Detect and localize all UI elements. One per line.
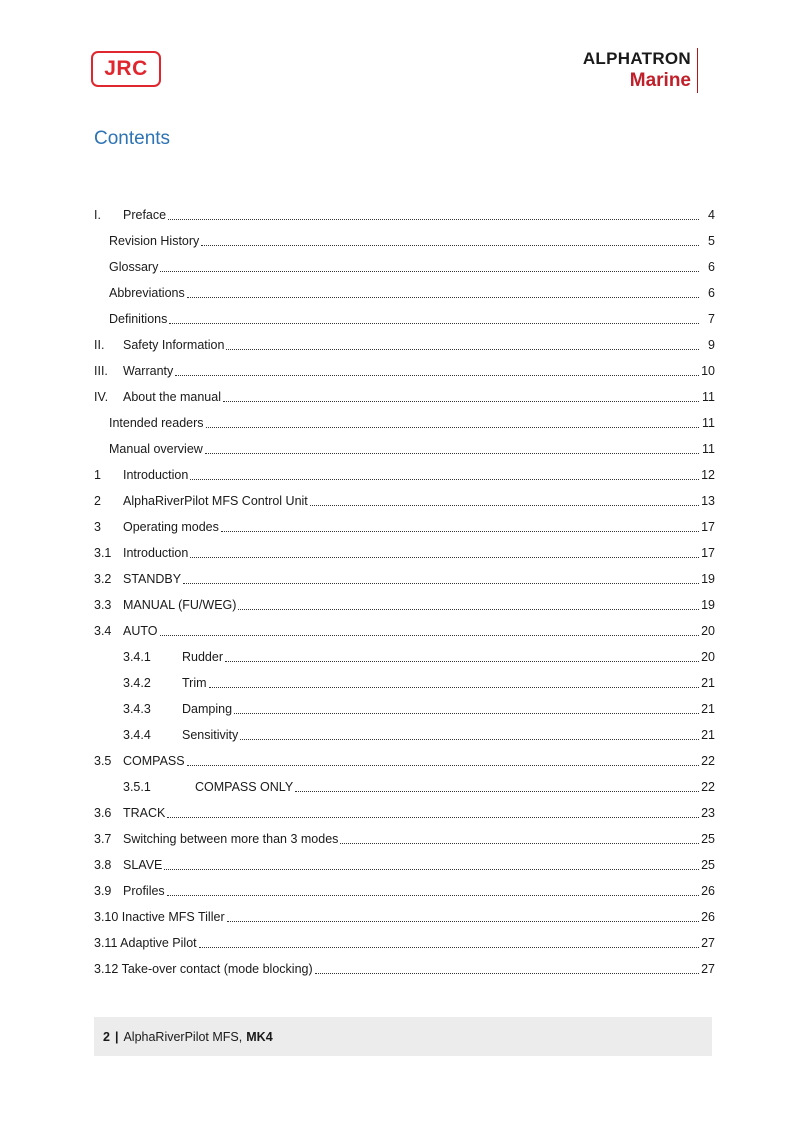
toc-entry-page: 26 bbox=[701, 884, 715, 898]
toc-entry-page: 22 bbox=[701, 754, 715, 768]
toc-entry-number: 3.2 bbox=[94, 572, 112, 586]
toc-entry-title: Introduction bbox=[123, 546, 189, 560]
toc-entry-title: STANDBY bbox=[123, 572, 182, 586]
toc-entry[interactable] bbox=[94, 800, 715, 826]
toc-dot-leader bbox=[225, 661, 699, 662]
toc-entry-number: III. bbox=[94, 364, 108, 378]
toc-entry-number: 3.4 bbox=[94, 624, 112, 638]
toc-entry-title: AUTO bbox=[123, 624, 158, 638]
toc-entry[interactable] bbox=[94, 410, 715, 436]
toc-entry-page: 25 bbox=[701, 858, 715, 872]
toc-dot-leader bbox=[169, 323, 699, 324]
toc-entry[interactable] bbox=[94, 228, 715, 254]
toc-entry[interactable] bbox=[94, 852, 715, 878]
toc-entry[interactable] bbox=[94, 748, 715, 774]
toc-entry[interactable] bbox=[94, 826, 715, 852]
toc-entry-page: 21 bbox=[701, 702, 715, 716]
toc-entry-number: 2 bbox=[94, 494, 101, 508]
toc-dot-leader bbox=[199, 947, 699, 948]
toc-entry[interactable] bbox=[94, 670, 715, 696]
jrc-logo-text: JRC bbox=[104, 57, 148, 80]
toc-entry-page: 26 bbox=[701, 910, 715, 924]
toc-entry[interactable] bbox=[94, 722, 715, 748]
toc-entry-page: 19 bbox=[701, 572, 715, 586]
toc-dot-leader bbox=[315, 973, 699, 974]
toc-entry-number: 3.4.4 bbox=[123, 728, 151, 742]
toc-entry[interactable] bbox=[94, 956, 715, 982]
toc-dot-leader bbox=[190, 557, 699, 558]
toc-entry[interactable] bbox=[94, 254, 715, 280]
toc-entry-page: 21 bbox=[701, 676, 715, 690]
toc-entry-number: 1 bbox=[94, 468, 101, 482]
toc-entry-page: 25 bbox=[701, 832, 715, 846]
toc-dot-leader bbox=[175, 375, 699, 376]
toc-entry-title: 3.11 Adaptive Pilot bbox=[94, 936, 197, 950]
toc-entry-number: 3.4.2 bbox=[123, 676, 151, 690]
toc-entry-page: 7 bbox=[708, 312, 715, 326]
toc-entry-title: 3.10 Inactive MFS Tiller bbox=[94, 910, 225, 924]
footer-page-number: 2 bbox=[103, 1029, 110, 1044]
toc-entry[interactable] bbox=[94, 592, 715, 618]
toc-entry-title: Safety Information bbox=[123, 338, 225, 352]
toc-entry-page: 23 bbox=[701, 806, 715, 820]
toc-entry[interactable] bbox=[94, 306, 715, 332]
toc-dot-leader bbox=[168, 219, 699, 220]
toc-entry[interactable] bbox=[94, 774, 715, 800]
toc-entry-page: 20 bbox=[701, 624, 715, 638]
toc-entry-page: 27 bbox=[701, 936, 715, 950]
toc-dot-leader bbox=[160, 635, 700, 636]
toc-dot-leader bbox=[160, 271, 699, 272]
toc-entry[interactable] bbox=[94, 618, 715, 644]
alphatron-logo-text: ALPHATRON bbox=[582, 49, 691, 68]
toc-dot-leader bbox=[167, 817, 699, 818]
table-of-contents bbox=[94, 202, 715, 982]
toc-entry-page: 13 bbox=[701, 494, 715, 508]
toc-entry[interactable] bbox=[94, 358, 715, 384]
page-footer bbox=[94, 1017, 712, 1056]
toc-entry-number: II. bbox=[94, 338, 105, 352]
toc-entry-number: 3.8 bbox=[94, 858, 112, 872]
toc-entry[interactable] bbox=[94, 566, 715, 592]
toc-entry-title: Profiles bbox=[123, 884, 165, 898]
toc-entry-title: Switching between more than 3 modes bbox=[123, 832, 339, 846]
toc-entry-page: 17 bbox=[701, 520, 715, 534]
toc-entry-number: IV. bbox=[94, 390, 109, 404]
toc-dot-leader bbox=[340, 843, 699, 844]
toc-entry-page: 27 bbox=[701, 962, 715, 976]
toc-entry-title: Revision History bbox=[109, 234, 200, 248]
toc-entry-page: 11 bbox=[702, 442, 715, 456]
toc-entry-page: 11 bbox=[702, 390, 715, 404]
toc-dot-leader bbox=[183, 583, 699, 584]
toc-entry-number: 3.1 bbox=[94, 546, 112, 560]
toc-dot-leader bbox=[201, 245, 699, 246]
toc-entry-title: Operating modes bbox=[123, 520, 219, 534]
toc-entry-number: I. bbox=[94, 208, 101, 222]
toc-entry-page: 20 bbox=[701, 650, 715, 664]
toc-dot-leader bbox=[187, 297, 699, 298]
toc-entry-page: 4 bbox=[708, 208, 715, 222]
toc-dot-leader bbox=[310, 505, 699, 506]
toc-entry-title: COMPASS ONLY bbox=[195, 780, 294, 794]
toc-entry-title: TRACK bbox=[123, 806, 166, 820]
toc-dot-leader bbox=[223, 401, 699, 402]
toc-entry-number: 3.6 bbox=[94, 806, 112, 820]
toc-dot-leader bbox=[187, 765, 699, 766]
toc-dot-leader bbox=[209, 687, 699, 688]
toc-dot-leader bbox=[295, 791, 699, 792]
toc-entry[interactable] bbox=[94, 540, 715, 566]
toc-entry-title: SLAVE bbox=[123, 858, 163, 872]
toc-entry-page: 9 bbox=[708, 338, 715, 352]
toc-entry[interactable] bbox=[94, 436, 715, 462]
toc-entry-title: Trim bbox=[182, 676, 207, 690]
toc-dot-leader bbox=[226, 349, 699, 350]
toc-entry-title: Sensitivity bbox=[182, 728, 239, 742]
toc-dot-leader bbox=[167, 895, 699, 896]
toc-dot-leader bbox=[221, 531, 699, 532]
toc-entry[interactable] bbox=[94, 384, 715, 410]
toc-entry-number: 3.4.3 bbox=[123, 702, 151, 716]
toc-dot-leader bbox=[206, 427, 699, 428]
toc-entry-page: 21 bbox=[701, 728, 715, 742]
toc-dot-leader bbox=[190, 479, 699, 480]
toc-entry-title: 3.12 Take-over contact (mode blocking) bbox=[94, 962, 313, 976]
toc-entry-number: 3.5 bbox=[94, 754, 112, 768]
toc-entry-number: 3.3 bbox=[94, 598, 112, 612]
alphatron-marine-logo bbox=[583, 48, 698, 93]
toc-entry-title: Warranty bbox=[123, 364, 174, 378]
marine-logo-text: Marine bbox=[629, 70, 691, 91]
toc-entry[interactable] bbox=[94, 696, 715, 722]
toc-entry[interactable] bbox=[94, 930, 715, 956]
toc-entry[interactable] bbox=[94, 904, 715, 930]
toc-entry-title: Definitions bbox=[109, 312, 168, 326]
jrc-logo bbox=[91, 51, 161, 87]
toc-entry-number: 3 bbox=[94, 520, 101, 534]
toc-entry[interactable] bbox=[94, 878, 715, 904]
toc-entry-page: 6 bbox=[708, 260, 715, 274]
toc-entry-number: 3.4.1 bbox=[123, 650, 151, 664]
toc-entry[interactable] bbox=[94, 332, 715, 358]
toc-entry[interactable] bbox=[94, 514, 715, 540]
toc-entry-title: Manual overview bbox=[109, 442, 203, 456]
toc-dot-leader bbox=[205, 453, 699, 454]
toc-entry-page: 5 bbox=[708, 234, 715, 248]
toc-entry-title: MANUAL (FU/WEG) bbox=[123, 598, 237, 612]
toc-entry-title: Damping bbox=[182, 702, 233, 716]
toc-entry-page: 6 bbox=[708, 286, 715, 300]
toc-entry-number: 3.9 bbox=[94, 884, 112, 898]
toc-entry-number: 3.7 bbox=[94, 832, 112, 846]
toc-dot-leader bbox=[164, 869, 699, 870]
toc-entry[interactable] bbox=[94, 202, 715, 228]
toc-entry-page: 19 bbox=[701, 598, 715, 612]
toc-entry-title: COMPASS bbox=[123, 754, 185, 768]
toc-entry-page: 11 bbox=[702, 416, 715, 430]
toc-entry[interactable] bbox=[94, 280, 715, 306]
toc-entry-number: 3.5.1 bbox=[123, 780, 151, 794]
toc-entry-title: Glossary bbox=[109, 260, 159, 274]
toc-entry-page: 12 bbox=[701, 468, 715, 482]
toc-dot-leader bbox=[227, 921, 699, 922]
toc-entry[interactable] bbox=[94, 644, 715, 670]
toc-entry-page: 22 bbox=[701, 780, 715, 794]
toc-entry[interactable] bbox=[94, 462, 715, 488]
toc-entry-title: Introduction bbox=[123, 468, 189, 482]
footer-model: MK4 bbox=[246, 1029, 273, 1044]
toc-dot-leader bbox=[234, 713, 699, 714]
toc-entry-title: About the manual bbox=[123, 390, 221, 404]
toc-entry-title: Intended readers bbox=[109, 416, 204, 430]
toc-entry-page: 10 bbox=[701, 364, 715, 378]
footer-separator: | bbox=[114, 1029, 119, 1044]
toc-entry-title: AlphaRiverPilot MFS Control Unit bbox=[123, 494, 308, 508]
toc-heading: Contents bbox=[94, 128, 171, 149]
toc-entry-title: Rudder bbox=[182, 650, 223, 664]
toc-dot-leader bbox=[240, 739, 699, 740]
footer-doc-name: AlphaRiverPilot MFS, bbox=[123, 1029, 243, 1044]
toc-dot-leader bbox=[238, 609, 699, 610]
toc-entry[interactable] bbox=[94, 488, 715, 514]
toc-entry-page: 17 bbox=[701, 546, 715, 560]
toc-entry-title: Preface bbox=[123, 208, 167, 222]
toc-entry-title: Abbreviations bbox=[109, 286, 185, 300]
